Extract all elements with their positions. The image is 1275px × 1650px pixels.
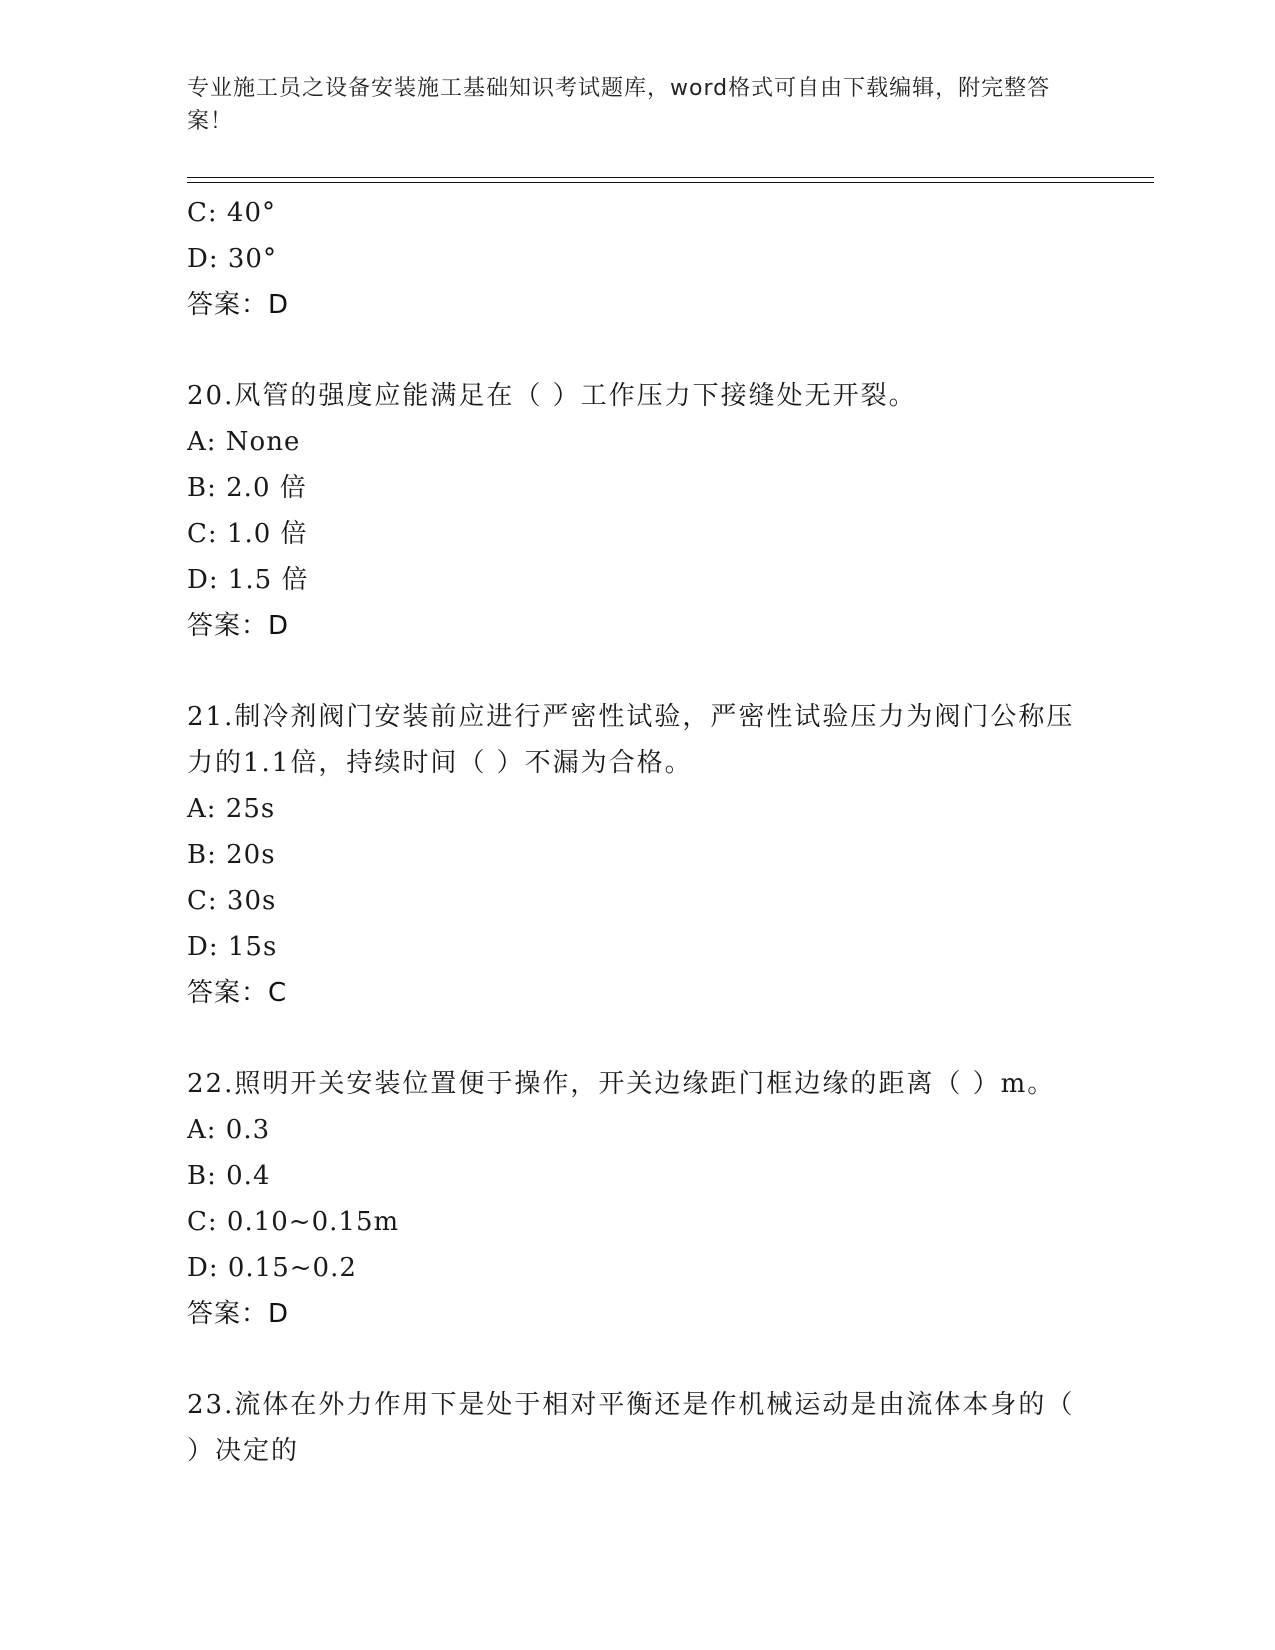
option-a: A: 0.3: [187, 1115, 271, 1145]
option-b: B: 0.4: [187, 1161, 271, 1191]
question-block-22: [187, 1061, 1087, 1337]
option-c: C: 30s: [187, 886, 277, 916]
option-c: C: 1.0 倍: [187, 519, 308, 549]
question-text: 20.风管的强度应能满足在（ ）工作压力下接缝处无开裂。: [187, 381, 917, 411]
question-block-23: [187, 1382, 1087, 1474]
option-d: D: 30°: [187, 244, 277, 274]
option-a: A: None: [187, 427, 301, 457]
question-text: 21.制冷剂阀门安装前应进行严密性试验，严密性试验压力为阀门公称压力的1.1倍，持续时间（ ）不漏为合格。: [187, 702, 1075, 778]
option-c: C: 40°: [187, 198, 277, 228]
question-block-20: [187, 373, 1087, 649]
option-d: D: 1.5 倍: [187, 565, 309, 595]
answer-line: 答案：D: [187, 290, 290, 320]
header-rule-bottom: [187, 182, 1154, 183]
option-d: D: 15s: [187, 932, 278, 962]
question-text: 23.流体在外力作用下是处于相对平衡还是作机械运动是由流体本身的（ ）决定的: [187, 1390, 1075, 1466]
answer-line: 答案：D: [187, 611, 290, 641]
answer-line: 答案：C: [187, 978, 288, 1008]
document-header: 专业施工员之设备安装施工基础知识考试题库，word格式可自由下载编辑，附完整答案！: [187, 76, 1051, 134]
option-d: D: 0.15~0.2: [187, 1253, 357, 1283]
question-text: 22.照明开关安装位置便于操作，开关边缘距门框边缘的距离（ ）m。: [187, 1069, 1056, 1099]
option-c: C: 0.10~0.15m: [187, 1207, 400, 1237]
header-rule-top: [187, 177, 1154, 178]
option-a: A: 25s: [187, 794, 276, 824]
answer-line: 答案：D: [187, 1299, 290, 1329]
question-block-previous: [187, 190, 1087, 328]
option-b: B: 2.0 倍: [187, 473, 307, 503]
option-b: B: 20s: [187, 840, 276, 870]
question-list: [187, 190, 1087, 1474]
question-block-21: [187, 694, 1087, 1016]
